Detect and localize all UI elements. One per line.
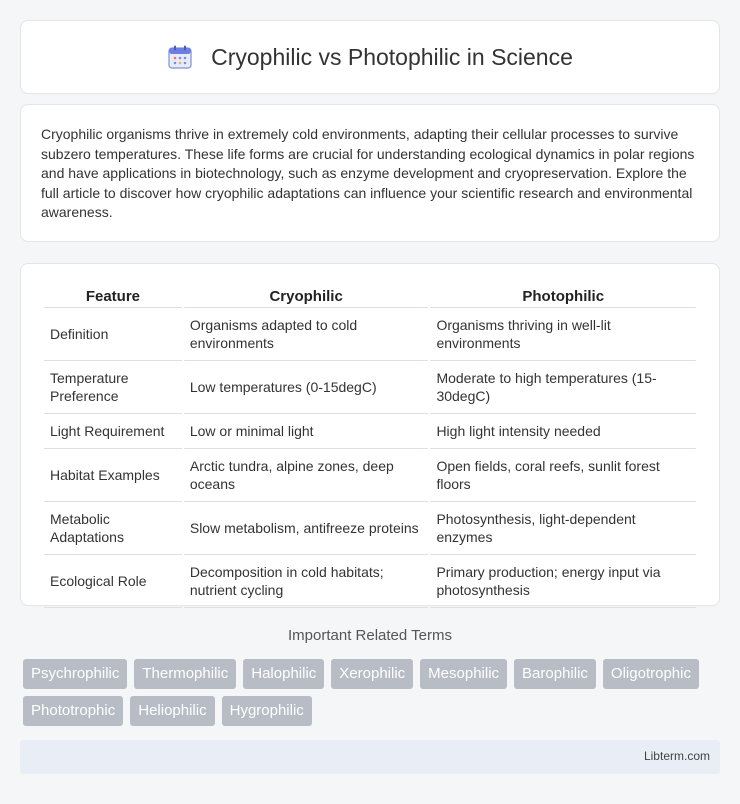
related-terms-title: Important Related Terms (288, 627, 452, 644)
cell-feature: Temperature Preference (44, 361, 182, 414)
table-row (44, 361, 696, 414)
cell-feature: Light Requirement (44, 414, 182, 449)
comparison-table-card (20, 263, 720, 606)
table-row (44, 449, 696, 502)
cell-cryophilic: Low temperatures (0-15degC) (184, 361, 429, 414)
cell-photophilic: Photosynthesis, light-dependent enzymes (430, 502, 696, 555)
cell-cryophilic: Organisms adapted to cold environments (184, 308, 429, 361)
tag-heliophilic[interactable]: Heliophilic (130, 696, 214, 726)
table-row (44, 502, 696, 555)
cell-feature: Definition (44, 308, 182, 361)
header-photophilic: Photophilic (430, 282, 696, 308)
calendar-icon (167, 44, 193, 70)
cell-photophilic: Moderate to high temperatures (15-30degC) (430, 361, 696, 414)
cell-cryophilic: Low or minimal light (184, 414, 429, 449)
cell-feature: Metabolic Adaptations (44, 502, 182, 555)
tag-halophilic[interactable]: Halophilic (243, 659, 324, 689)
tag-xerophilic[interactable]: Xerophilic (331, 659, 413, 689)
intro-text: Cryophilic organisms thrive in extremely cold environments, adapting their cellular processes to survive subzero temperatures. These life forms are crucial for understanding ecological dynamics in polar regions and have applications in biotechnology, such as enzyme development and cryopreservation. Explore the full article to discover how cryophilic adaptations can influence your scientific research and environmental awareness. (41, 126, 695, 220)
page-title: Cryophilic vs Photophilic in Science (211, 43, 573, 70)
header-cryophilic: Cryophilic (184, 282, 429, 308)
cell-photophilic: High light intensity needed (430, 414, 696, 449)
intro-card (20, 104, 720, 242)
tag-hygrophilic[interactable]: Hygrophilic (222, 696, 312, 726)
footer-site-link[interactable]: Libterm.com (643, 749, 710, 763)
cell-cryophilic: Arctic tundra, alpine zones, deep oceans (184, 449, 429, 502)
cell-photophilic: Open fields, coral reefs, sunlit forest floors (430, 449, 696, 502)
table-header-row (44, 282, 696, 308)
table-row (44, 555, 696, 608)
table-row (44, 308, 696, 361)
header-card (20, 20, 720, 94)
comparison-table (42, 282, 698, 608)
cell-photophilic: Primary production; energy input via photosynthesis (430, 555, 696, 608)
tag-oligotrophic[interactable]: Oligotrophic (603, 659, 699, 689)
cell-cryophilic: Slow metabolism, antifreeze proteins (184, 502, 429, 555)
tag-mesophilic[interactable]: Mesophilic (420, 659, 507, 689)
cell-photophilic: Organisms thriving in well-lit environments (430, 308, 696, 361)
cell-feature: Habitat Examples (44, 449, 182, 502)
cell-cryophilic: Decomposition in cold habitats; nutrient cycling (184, 555, 429, 608)
tag-thermophilic[interactable]: Thermophilic (134, 659, 236, 689)
footer (20, 740, 720, 774)
tag-phototrophic[interactable]: Phototrophic (23, 696, 123, 726)
related-tags (23, 659, 723, 726)
cell-feature: Ecological Role (44, 555, 182, 608)
header-feature: Feature (44, 282, 182, 308)
tag-psychrophilic[interactable]: Psychrophilic (23, 659, 127, 689)
table-row (44, 414, 696, 449)
title-wrap (167, 44, 573, 71)
tag-barophilic[interactable]: Barophilic (514, 659, 596, 689)
